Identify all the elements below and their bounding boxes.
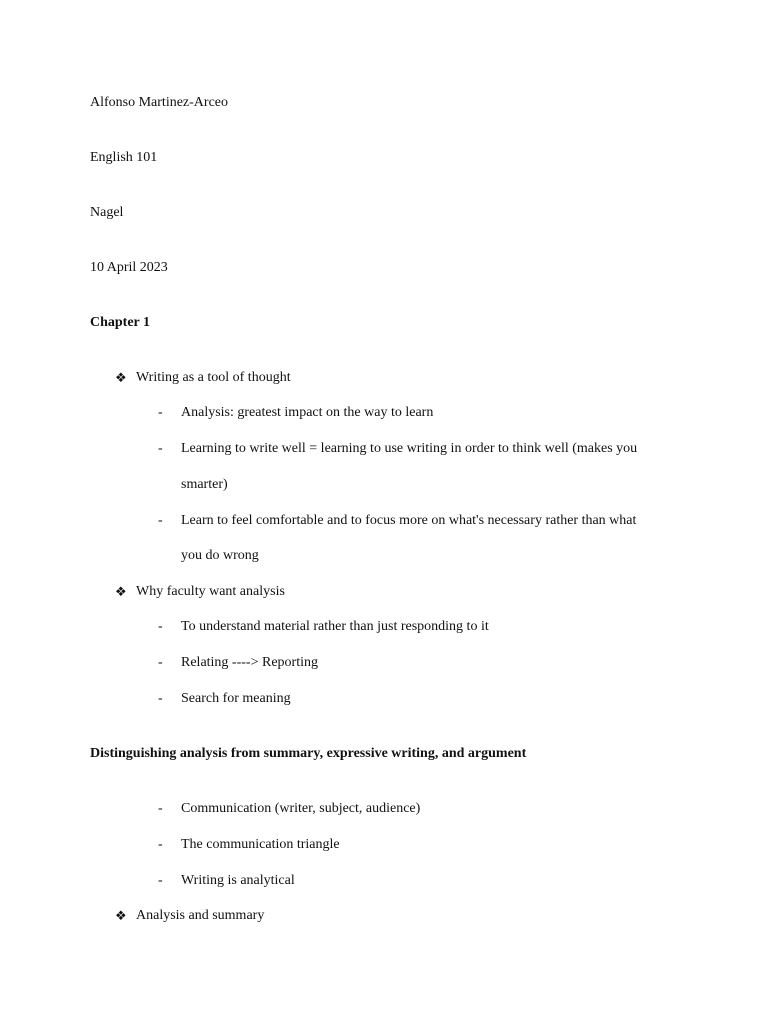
- list-item: To understand material rather than just responding to it: [181, 619, 489, 634]
- list-item: Search for meaning: [181, 691, 291, 706]
- list-item: Learn to feel comfortable and to focus more on what's necessary rather than what: [181, 513, 637, 528]
- list-item-continuation: you do wrong: [181, 548, 259, 563]
- bullet-analysis-summary: Analysis and summary: [136, 908, 265, 923]
- list-item: Relating ----> Reporting: [181, 655, 318, 670]
- list-item: The communication triangle: [181, 837, 340, 852]
- dash-icon: -: [158, 873, 163, 888]
- bullet-diamond-icon: ❖: [115, 584, 127, 599]
- chapter-heading: Chapter 1: [90, 315, 151, 330]
- dash-icon: -: [158, 619, 163, 634]
- list-item: Communication (writer, subject, audience): [181, 801, 421, 816]
- dash-icon: -: [158, 837, 163, 852]
- dash-icon: -: [158, 655, 163, 670]
- author-name: Alfonso Martinez-Arceo: [90, 95, 229, 110]
- bullet-writing-tool: Writing as a tool of thought: [136, 370, 291, 385]
- document-date: 10 April 2023: [90, 260, 168, 275]
- list-item: Writing is analytical: [181, 873, 295, 888]
- course-name: English 101: [90, 150, 158, 165]
- bullet-diamond-icon: ❖: [115, 370, 127, 385]
- dash-icon: -: [158, 801, 163, 816]
- dash-icon: -: [158, 513, 163, 528]
- bullet-faculty-analysis: Why faculty want analysis: [136, 584, 285, 599]
- distinguishing-heading: Distinguishing analysis from summary, expressive writing, and argument: [90, 746, 527, 761]
- instructor-name: Nagel: [90, 205, 124, 220]
- list-item: Analysis: greatest impact on the way to learn: [181, 405, 434, 420]
- dash-icon: -: [158, 691, 163, 706]
- dash-icon: -: [158, 441, 163, 456]
- dash-icon: -: [158, 405, 163, 420]
- list-item-continuation: smarter): [181, 477, 228, 492]
- list-item: Learning to write well = learning to use writing in order to think well (makes you: [181, 441, 638, 456]
- bullet-diamond-icon: ❖: [115, 908, 127, 923]
